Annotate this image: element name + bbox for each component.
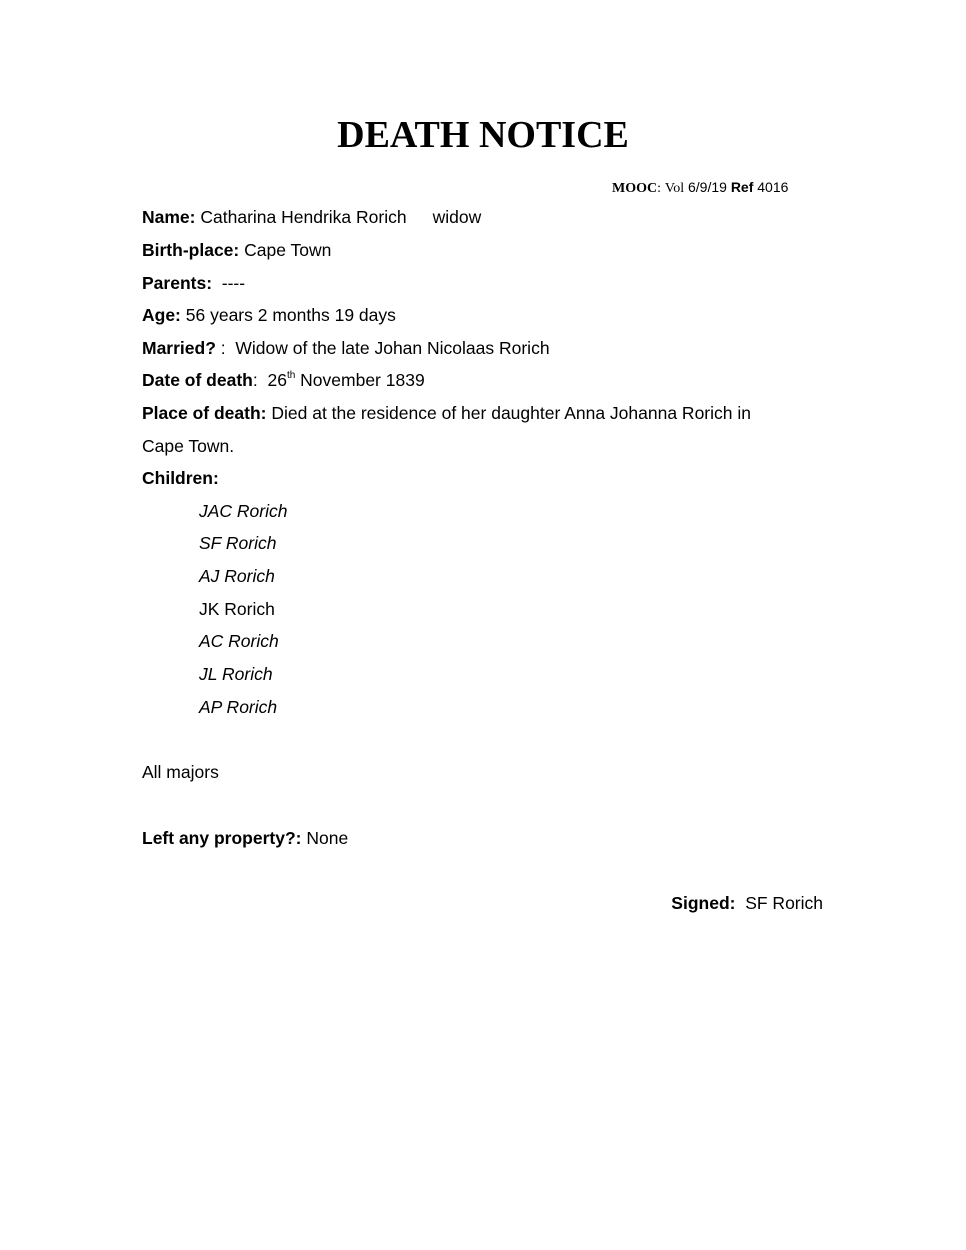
- archive-source-separator: :: [657, 181, 661, 196]
- child-item: JAC Rorich: [199, 501, 288, 521]
- married-label: Married?: [142, 338, 216, 358]
- child-item: AP Rorich: [199, 697, 278, 717]
- birth-place-label: Birth-place:: [142, 240, 240, 260]
- date-of-death-field: [142, 368, 425, 392]
- child-item: AJ Rorich: [199, 566, 275, 586]
- name-value: Catharina Hendrika Rorich: [200, 207, 407, 227]
- date-of-death-separator: :: [252, 370, 258, 390]
- married-separator: :: [215, 338, 226, 358]
- property-label: Left any property?:: [142, 828, 302, 848]
- children-field: [142, 466, 219, 490]
- property-field: [142, 826, 348, 850]
- age-value: 56 years 2 months 19 days: [185, 305, 396, 325]
- majority-note: All majors: [142, 762, 219, 782]
- date-of-death-day: 26: [267, 370, 287, 390]
- age-field: [142, 303, 396, 327]
- child-item: JK Rorich: [199, 599, 275, 619]
- child-item: JL Rorich: [199, 664, 273, 684]
- name-label: Name:: [142, 207, 196, 227]
- place-of-death-continuation: Cape Town.: [142, 436, 235, 456]
- signed-label: Signed:: [671, 893, 736, 913]
- child-item: SF Rorich: [199, 533, 277, 553]
- place-of-death-label: Place of death:: [142, 403, 267, 423]
- name-field: [142, 205, 481, 229]
- archive-reference: [612, 178, 788, 198]
- age-label: Age:: [142, 305, 181, 325]
- married-value: Widow of the late Johan Nicolaas Rorich: [235, 338, 550, 358]
- marital-status: widow: [432, 207, 482, 227]
- page-title: DEATH NOTICE: [337, 114, 629, 156]
- archive-source-label: MOOC: [612, 181, 658, 196]
- signature-line: [671, 891, 823, 915]
- birth-place-field: [142, 238, 331, 262]
- parents-field: [142, 271, 245, 295]
- signed-value: SF Rorich: [745, 893, 823, 913]
- married-field: [142, 336, 550, 360]
- date-of-death-day-suffix: th: [286, 370, 296, 381]
- archive-volume-prefix: Vol: [664, 181, 685, 196]
- archive-volume: 6/9/19: [687, 179, 727, 195]
- place-of-death-value: Died at the residence of her daughter Anna Johanna Rorich in: [271, 403, 751, 423]
- parents-label: Parents:: [142, 273, 213, 293]
- property-value: None: [306, 828, 349, 848]
- archive-ref-value: 4016: [757, 179, 789, 195]
- place-of-death-field: [142, 401, 751, 425]
- archive-ref-label: Ref: [730, 179, 754, 195]
- children-label: Children:: [142, 468, 219, 488]
- parents-value: ----: [221, 273, 246, 293]
- birth-place-value: Cape Town: [244, 240, 332, 260]
- child-item: AC Rorich: [199, 631, 279, 651]
- date-of-death-label: Date of death: [142, 370, 253, 390]
- date-of-death-month-year: November 1839: [300, 370, 425, 390]
